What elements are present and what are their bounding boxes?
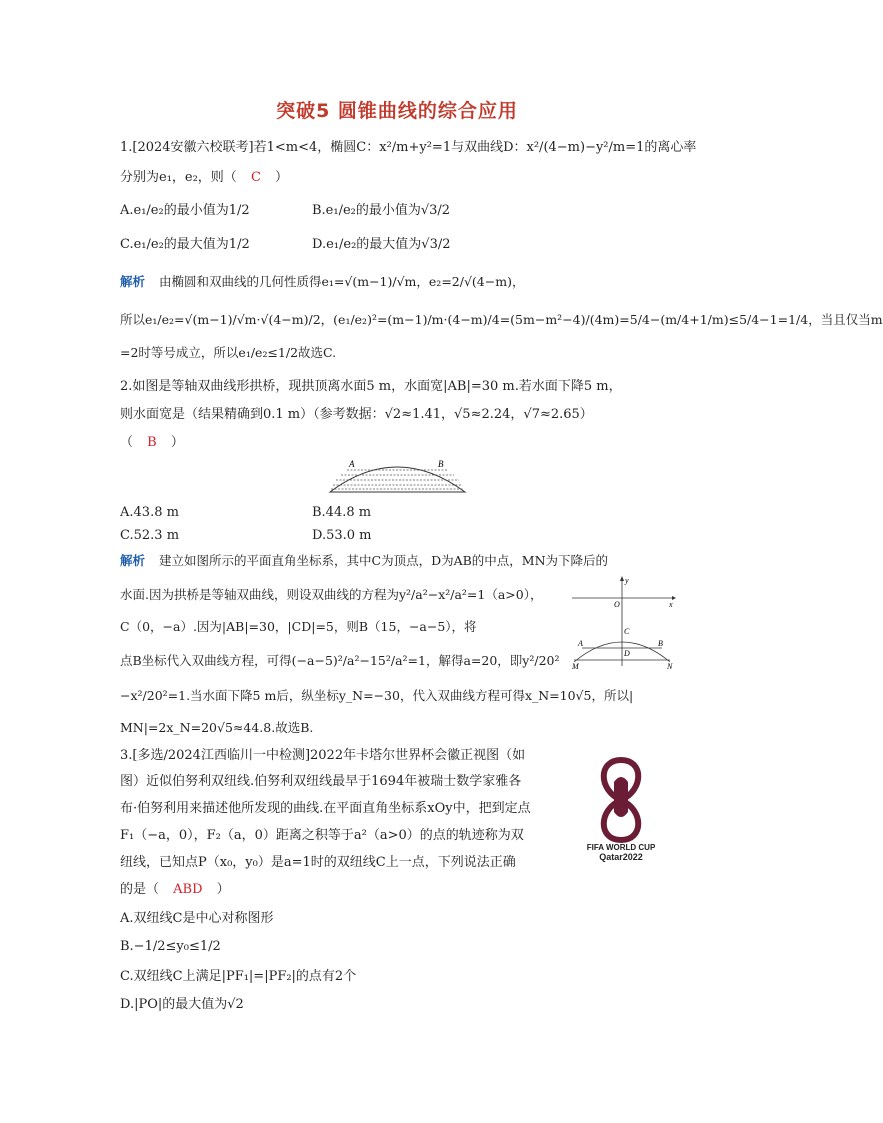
point-label-a: A <box>578 639 583 648</box>
q2-option-c: C.52.3 m <box>120 528 180 543</box>
q2-solution-line6: MN|=2x_N=20√5≈44.8.故选B. <box>120 720 314 735</box>
point-label-d: D <box>624 649 630 658</box>
q2-answer: B <box>147 435 157 450</box>
q3-option-d: D.|PO|的最大值为√2 <box>120 997 244 1012</box>
q2-solution-line4: 点B坐标代入双曲线方程，可得(−a−5)²/a²−15²/a²=1，解得a=20，即y²/20² <box>120 653 560 668</box>
bridge-label-a: A <box>349 459 355 469</box>
q2-coordinate-diagram <box>568 574 678 670</box>
q1-stem-line2-text: 分别为e₁，e₂，则（ <box>120 170 237 185</box>
q3-stem-close: ） <box>216 882 230 897</box>
point-label-n: N <box>667 662 673 671</box>
q2-solution-line2: 水面.因为拱桥是等轴双曲线，则设双曲线的方程为y²/a²−x²/a²=1（a>0）， <box>120 587 543 602</box>
emblem-text-line2: Qatar2022 <box>599 852 643 862</box>
q1-solution-tag: 解析 <box>120 274 146 289</box>
q2-solution-tag: 解析 <box>120 553 146 568</box>
q1-option-b: B.e₁/e₂的最小值为√3/2 <box>312 203 451 218</box>
q3-stem-line1: 3.[多选/2024江西临川一中检测]2022年卡塔尔世界杯会徽正视图（如 <box>120 748 526 763</box>
q1-answer: C <box>250 170 261 185</box>
q3-stem-line6 <box>120 880 230 900</box>
q2-stem-open: （ <box>120 435 134 450</box>
q2-solution-line3: C（0，−a）.因为|AB|=30，|CD|=5，则B（15，−a−5），将 <box>120 619 477 634</box>
q1-stem-line2 <box>120 168 288 188</box>
q3-option-c: C.双纽线C上满足|PF₁|=|PF₂|的点有2个 <box>120 969 357 984</box>
q2-stem-line1: 2.如图是等轴双曲线形拱桥，现拱顶离水面5 m，水面宽|AB|=30 m.若水面下降5 m， <box>120 379 622 394</box>
q1-stem-line1: 1.[2024安徽六校联考]若1<m<4，椭圆C：x²/m+y²=1与双曲线D：x²/(4−m)−y²/m=1的离心率 <box>120 140 697 155</box>
q1-option-d: D.e₁/e₂的最大值为√3/2 <box>312 237 451 252</box>
q2-stem-line2: 则水面宽是（结果精确到0.1 m）（参考数据：√2≈1.41，√5≈2.24，√7≈2.65） <box>120 407 593 422</box>
emblem-text-line1: FIFA WORLD CUP <box>586 843 656 852</box>
q3-answer: ABD <box>173 882 203 897</box>
bridge-label-b: B <box>438 459 444 469</box>
q1-solution-line2: 所以e₁/e₂=√(m−1)/√m·√(4−m)/2，(e₁/e₂)²=(m−1)/m·(4−m)/4=(5m−m²−4)/(4m)=5/4−(m/4+1/m)≤5/4−1=1/4，当且仅当m <box>120 312 883 327</box>
q2-solution-line1 <box>120 551 608 571</box>
q2-stem-line3 <box>120 433 184 453</box>
page-title: 突破5 圆锥曲线的综合应用 <box>276 100 518 122</box>
q3-option-b: B.−1/2≤y₀≤1/2 <box>120 939 221 954</box>
q2-option-a: A.43.8 m <box>120 505 179 520</box>
world-cup-emblem <box>576 752 666 862</box>
q2-option-b: B.44.8 m <box>312 505 372 520</box>
q3-option-a: A.双纽线C是中心对称图形 <box>120 911 274 926</box>
q3-stem-open: 的是（ <box>120 882 160 897</box>
q3-stem-line2: 图）近似伯努利双纽线.伯努利双纽线最早于1694年被瑞士数学家雅各 <box>120 774 522 789</box>
q1-stem-line2-close: ） <box>275 170 289 185</box>
point-label-m: M <box>572 662 579 671</box>
bridge-figure <box>325 456 470 496</box>
q1-solution-line3: =2时等号成立，所以e₁/e₂≤1/2故选C. <box>120 345 337 360</box>
q1-option-c: C.e₁/e₂的最大值为1/2 <box>120 237 250 252</box>
q2-stem-close: ） <box>170 435 184 450</box>
q3-stem-line4: F₁（−a，0），F₂（a，0）距离之积等于a²（a>0）的点的轨迹称为双 <box>120 828 524 843</box>
q1-solution-line1 <box>120 272 524 292</box>
q1-solution-text1: 由椭圆和双曲线的几何性质得e₁=√(m−1)/√m，e₂=2/√(4−m)， <box>159 274 525 289</box>
point-label-o: O <box>614 600 620 609</box>
axis-label-y: y <box>625 576 629 585</box>
point-label-c: C <box>624 627 630 636</box>
q3-stem-line3: 布·伯努利用来描述他所发现的曲线.在平面直角坐标系xOy中，把到定点 <box>120 801 531 816</box>
axis-label-x: x <box>669 600 673 609</box>
q3-stem-line5: 纽线，已知点P（x₀，y₀）是a=1时的双纽线C上一点，下列说法正确 <box>120 855 516 870</box>
point-label-b: B <box>658 639 663 648</box>
q1-option-a: A.e₁/e₂的最小值为1/2 <box>120 203 250 218</box>
q2-option-d: D.53.0 m <box>312 528 372 543</box>
q2-solution-line5: −x²/20²=1.当水面下降5 m后，纵坐标y_N=−30，代入双曲线方程可得x_N=10√5，所以| <box>120 688 634 703</box>
q2-solution-text1: 建立如图所示的平面直角坐标系，其中C为顶点，D为AB的中点，MN为下降后的 <box>159 553 609 568</box>
